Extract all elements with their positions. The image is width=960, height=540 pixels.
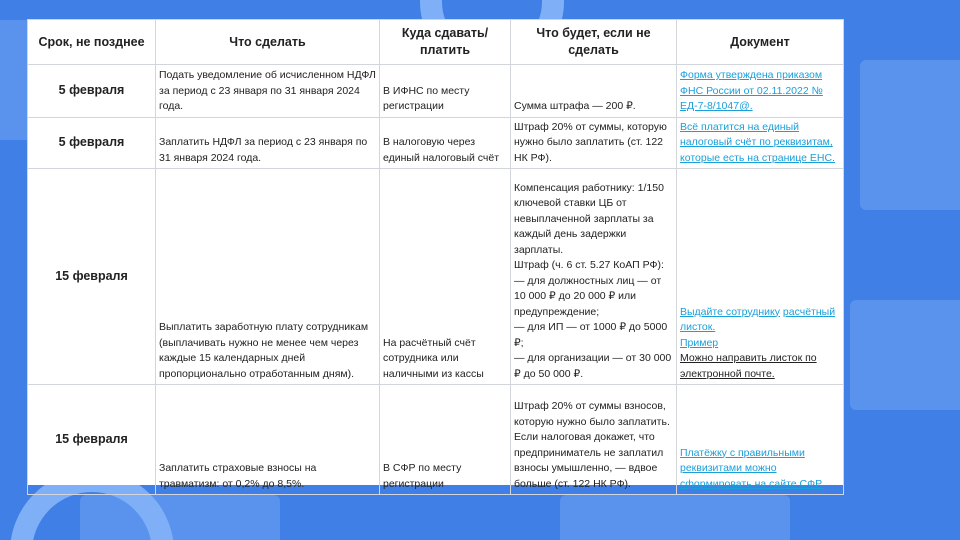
header-action: Что сделать [156, 20, 380, 65]
row-document [677, 117, 844, 169]
row-penalty: Сумма штрафа — 200 ₽. [511, 65, 677, 118]
payslip-link[interactable]: расчётный листок. [680, 305, 836, 333]
header-document: Документ [677, 20, 844, 65]
document-link[interactable]: Платёжку с правильными реквизитами можно сформировать на сайте СФР. [680, 446, 824, 490]
row-penalty [511, 169, 677, 385]
table-row [28, 385, 844, 495]
table-header-row [28, 20, 844, 65]
row-action: Подать уведомление об исчисленном НДФЛ за период с 23 января по 31 января 2024 года. [156, 65, 380, 118]
header-deadline: Срок, не позднее [28, 20, 156, 65]
row-action: Заплатить страховые взносы на травматизм: от 0,2% до 8,5%. [156, 385, 380, 495]
penalty-line: Компенсация работнику: 1/150 ключевой ставки ЦБ от невыплаченной зарплаты за каждый день задержки зарплаты. [514, 181, 664, 256]
row-action: Выплатить заработную плату сотрудникам (выплачивать нужно не менее чем через каждые 15 календарных дней пропорционально отработанным дням). [156, 169, 380, 385]
row-penalty: Штраф 20% от суммы взносов, которую нужно было заплатить. Если налоговая докажет, что предприниматель не заплатил взносы умышленно, — вдвое больше (ст. 122 НК РФ). [511, 385, 677, 495]
table-row [28, 169, 844, 385]
row-document [677, 169, 844, 385]
document-table-container [27, 19, 843, 490]
penalty-line: — для ИП — от 1000 ₽ до 5000 ₽; [514, 321, 668, 349]
document-link[interactable]: Форма утверждена приказом ФНС России от 02.11.2022 № ЕД-7-8/1047@. [680, 69, 823, 112]
row-document [677, 65, 844, 118]
table-row [28, 117, 844, 169]
background-tile [850, 300, 960, 410]
penalty-line: Штраф (ч. 6 ст. 5.27 КоАП РФ): [514, 259, 664, 271]
row-where: В налоговую через единый налоговый счёт [380, 117, 511, 169]
example-link[interactable]: Пример [680, 336, 719, 349]
row-where: В ИФНС по месту регистрации [380, 65, 511, 118]
document-link[interactable]: Всё платится на единый налоговый счёт по реквизитам, которые есть на странице ЕНС. [680, 120, 835, 164]
row-deadline: 15 февраля [28, 385, 156, 495]
header-penalty: Что будет, если не сделать [511, 20, 677, 65]
row-document [677, 385, 844, 495]
email-note: Можно направить листок по электронной почте. [680, 352, 817, 380]
table-row [28, 65, 844, 118]
penalty-line: — для должностных лиц — от 10 000 ₽ до 20 000 ₽ или предупреждение; [514, 274, 662, 318]
header-where: Куда сдавать/платить [380, 20, 511, 65]
payslip-link-text[interactable]: Выдайте сотруднику [680, 305, 780, 318]
tax-deadlines-table [27, 19, 844, 495]
background-tile [860, 60, 960, 210]
row-deadline: 5 февраля [28, 117, 156, 169]
row-action: Заплатить НДФЛ за период с 23 января по 31 января 2024 года. [156, 117, 380, 169]
row-deadline: 5 февраля [28, 65, 156, 118]
row-penalty: Штраф 20% от суммы, которую нужно было заплатить (ст. 122 НК РФ). [511, 117, 677, 169]
row-where: На расчётный счёт сотрудника или наличными из кассы [380, 169, 511, 385]
row-deadline: 15 февраля [28, 169, 156, 385]
penalty-line: — для организации — от 30 000 ₽ до 50 000 ₽. [514, 352, 672, 380]
row-where: В СФР по месту регистрации [380, 385, 511, 495]
background-tile [560, 495, 790, 540]
